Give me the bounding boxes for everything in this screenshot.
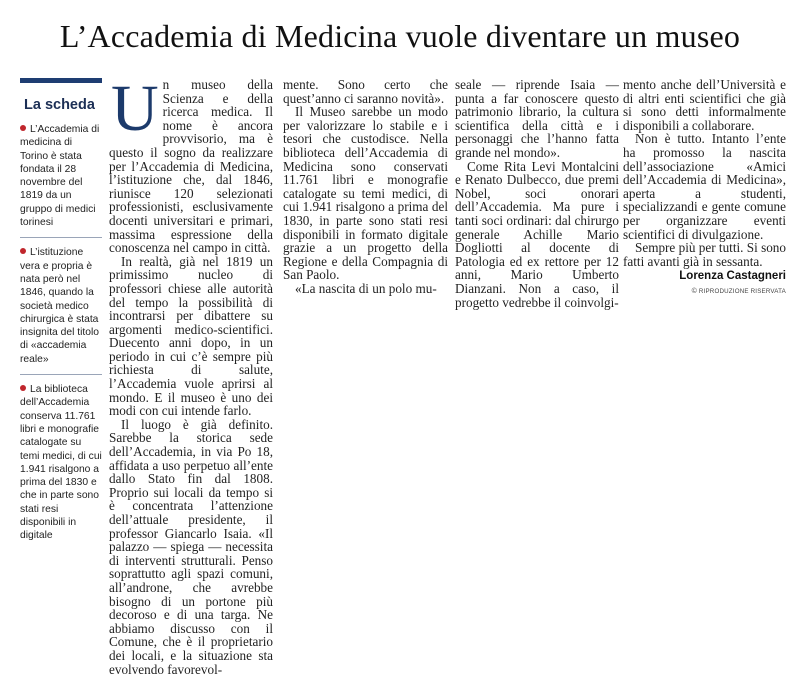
author-signature: Lorenza Castagneri (679, 270, 786, 283)
sidebar-fact-text: L’Accademia di medicina di Torino è stata fondata il 28 novembre del 1819 da un gruppo di medici torinesi (20, 124, 100, 229)
divider (20, 237, 102, 238)
article-column-4 (623, 78, 786, 299)
article-paragraph: n museo della Scienza e della ricerca medica. Il nome è ancora provvisorio, ma è questo il sogno da realizzare per l’Accademia di Medicina, l’istituzione che, dal 1846, riunisce 120 selezionati professionisti, esclusivamente docenti universitari e primari, massima espressione della conoscenza nel campo in città. (109, 77, 273, 256)
article-paragraph: Il luogo è già definito. Sarebbe la storica sede dell’Accademia, in via Po 18, affidata a uso perpetuo all’ente dallo Stato fin dal 1808. Proprio sui locali da tempo si è concentrata l’attenzione dell’attuale presidente, il professor Giancarlo Isaia. «Il palazzo — spiega — necessita di interventi strutturali. Penso soprattutto agli spazi comuni, all’androne, che avrebbe bisogno di un portone più decoroso e di una targa. Ne abbiamo discusso con il Comune, che è il proprietario dei locali, e la situazione sta evolvendo favorevol- (109, 416, 273, 677)
sidebar-top-rule (20, 78, 102, 83)
article-paragraph: seale — riprende Isaia — punta a far conoscere questo patrimonio librario, la cultura scientifica della città e i personaggi che l’hanno fatta grande nel mondo». (455, 77, 619, 160)
sidebar-fact-text: L’istituzione vera e propria è nata però nel 1846, quando la società medico chirurgica è stata insignita del titolo di «accademia reale» (20, 247, 99, 365)
article-paragraph: Come Rita Levi Montalcini e Renato Dulbecco, due premi Nobel, soci onorari dell’Accademia. Ma pure i tanti soci ordinari: dal chirurgo generale Achille Mario Dogliotti al docente di Patologia ed ex rettore per 12 anni, Mario Umberto Dianzani. Non a caso, il progetto vedrebbe il coinvolgi- (455, 158, 619, 310)
article-paragraph: Non è tutto. Intanto l’ente ha promosso la nascita dell’associazione «Amici dell’Accademia di Medicina», aperta a studenti, specializzandi e gente comune per organizzare eventi scientifici di divulgazione. (623, 131, 786, 242)
copyright-icon: © (691, 287, 697, 295)
headline: L’Accademia di Medicina vuole diventare un museo (59, 18, 741, 54)
article-paragraph: «La nascita di un polo mu- (295, 280, 437, 296)
sidebar-fact (20, 383, 102, 543)
bullet-icon (20, 385, 26, 391)
sidebar-fact-text: La biblioteca dell’Accademia conserva 11.761 libri e monografie catalogate su temi medici, di cui 1.941 risalgono a prima del 1830 e che in parte sono stati resi disponibili in digitale (20, 384, 102, 542)
copyright-notice (623, 285, 786, 299)
dropcap: U (111, 72, 159, 145)
article-paragraph: In realtà, già nel 1819 un primissimo nucleo di professori chiese alle autorità del tempo la possibilità di incontrarsi per dibattere su argomenti medico-scientifici. Duecento anni dopo, in un periodo in cui c’è sempre più richiesta di salute, l’Accademia vuole aprirsi al mondo. E il museo è uno dei modi con cui intende farlo. (109, 253, 273, 419)
sidebar-title: La scheda (24, 97, 95, 113)
sidebar-fact (20, 123, 102, 229)
article-column-1 (109, 72, 273, 677)
divider (20, 374, 102, 375)
article-column-2 (283, 78, 448, 296)
article-paragraph: Il Museo sarebbe un modo per valorizzare lo stabile e i tesori che custodisce. Nella biblioteca dell’Accademia di Medicina sono conservati 11.761 libri e monografie catalogate su temi medici, di cui 1.941 risalgono a prima del 1830, in parte sono stati resi disponibili in formato digitale grazie a un progetto della Regione e della Compagnia di San Paolo. (283, 104, 448, 283)
sidebar-fact (20, 246, 102, 366)
article-paragraph: mento anche dell’Università e di altri enti scientifici che già si sono detti informalmente disponibili a collaborare. (623, 77, 786, 133)
bullet-icon (20, 248, 26, 254)
article-paragraph: Sempre più per tutti. Si sono fatti avanti già in sessanta. (623, 240, 786, 269)
copyright-text: RIPRODUZIONE RISERVATA (698, 287, 786, 295)
article-paragraph: mente. Sono certo che quest’anno ci saranno novità». (283, 77, 448, 106)
article-column-3 (455, 78, 619, 309)
bullet-icon (20, 125, 26, 131)
sidebar-box (20, 78, 102, 551)
